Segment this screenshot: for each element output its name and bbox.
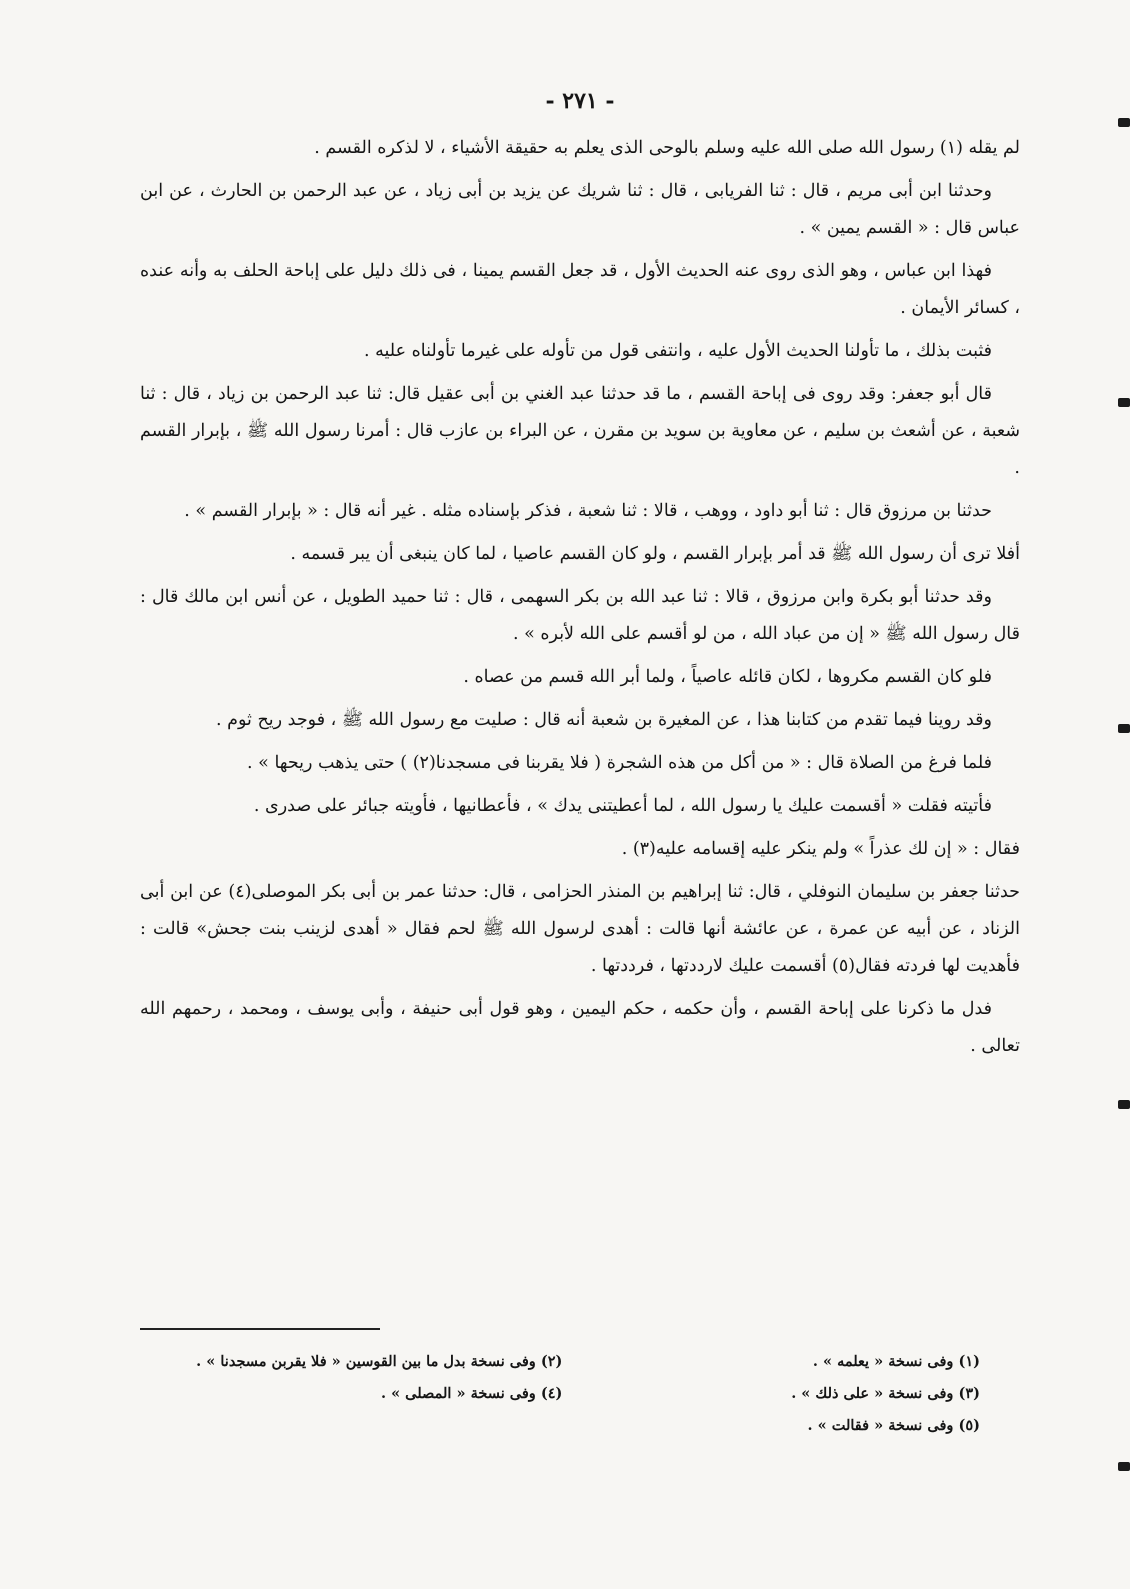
paragraph-14: حدثنا جعفر بن سليمان النوفلي ، قال: ثنا إبراهيم بن المنذر الحزامى ، قال: حدثنا عمر بن أبى بكر الموصلى(٤) عن ابن أبى الزناد ، عن أبيه عن عمرة ، عن عائشة أنها قالت : أهدى لرسول الله ﷺ لحم فقال « أهدى لزينب بنت جحش» قالت : فأهديت لها فردته فقال(٥) أقسمت عليك لارددتها ، فرددتها . [140, 882, 1020, 976]
document-page [140, 88, 1020, 1488]
scan-edge-mark [1118, 1462, 1130, 1471]
scan-edge-mark [1118, 118, 1130, 127]
scan-edge-mark [1118, 398, 1130, 407]
paragraph-8: وقد حدثنا أبو بكرة وابن مرزوق ، قالا : ثنا عبد الله بن بكر السهمى ، قال : ثنا حميد الطويل ، عن أنس ابن مالك قال : قال رسول الله ﷺ « إن من عباد الله ، من لو أقسم على الله لأبره » . [140, 587, 1020, 644]
footnote-1: (١) وفى نسخة « يعلمه » . [812, 1353, 980, 1370]
paragraph-1: لم يقله (١) رسول الله صلى الله عليه وسلم بالوحى الذى يعلم به حقيقة الأشياء ، لا لذكره القسم . [314, 138, 1020, 158]
scan-edge-mark [1118, 1100, 1130, 1109]
paragraph-5: قال أبو جعفر: وقد روى فى إباحة القسم ، ما قد حدثنا عبد الغني بن أبى عقيل قال: ثنا عبد الرحمن بن زياد ، قال : ثنا شعبة ، عن أشعث بن سليم ، عن معاوية بن سويد بن مقرن ، عن البراء بن عازب قال : أمرنا رسول الله ﷺ ، بإبرار القسم . [140, 384, 1020, 478]
footnote-4: (٤) وفى نسخة « المصلى » . [380, 1385, 563, 1402]
paragraph-13: فقال : « إن لك عذراً » ولم ينكر عليه إقسامه عليه(٣) . [621, 839, 1020, 859]
paragraph-3: فهذا ابن عباس ، وهو الذى روى عنه الحديث الأول ، قد جعل القسم يمينا ، فى ذلك دليل على إباحة الحلف به وأنه عنده ، كسائر الأيمان . [140, 261, 1020, 318]
paragraph-15: فدل ما ذكرنا على إباحة القسم ، وأن حكمه ، حكم اليمين ، وهو قول أبى حنيفة ، وأبى يوسف ، ومحمد ، رحمهم الله تعالى . [140, 999, 1020, 1056]
footnote-3: (٣) وفى نسخة « على ذلك » . [791, 1385, 980, 1402]
footnote-2: (٢) وفى نسخة بدل ما بين القوسين « فلا يقربن مسجدنا » . [196, 1353, 563, 1370]
paragraph-2: وحدثنا ابن أبى مريم ، قال : ثنا الفريابى ، قال : ثنا شريك عن يزيد بن أبى زياد ، عن عبد الرحمن بن الحارث ، عن ابن عباس قال : « القسم يمين » . [140, 181, 1020, 238]
paragraph-6: حدثنا بن مرزوق قال : ثنا أبو داود ، ووهب ، قالا : ثنا شعبة ، فذكر بإسناده مثله . غير أنه قال : « بإبرار القسم » . [184, 501, 992, 521]
footnotes-left-column [140, 1346, 562, 1442]
paragraph-7: أفلا ترى أن رسول الله ﷺ قد أمر بإبرار القسم ، ولو كان القسم عاصيا ، لما كان ينبغى أن يبر قسمه . [290, 544, 1020, 564]
paragraph-4: فثبت بذلك ، ما تأولنا الحديث الأول عليه ، وانتفى قول من تأوله على غيرما تأولناه عليه . [364, 341, 992, 361]
footnote-5: (٥) وفى نسخة « فقالت » . [807, 1417, 980, 1434]
footnote-divider [140, 1328, 380, 1330]
paragraph-10: وقد روينا فيما تقدم من كتابنا هذا ، عن المغيرة بن شعبة أنه قال : صليت مع رسول الله ﷺ ، فوجد ريح ثوم . [216, 710, 992, 730]
paragraph-12: فأتيته فقلت « أقسمت عليك يا رسول الله ، لما أعطيتنى يدك » ، فأعطانيها ، فأويته جبائر على صدرى . [253, 796, 992, 816]
scan-edge-mark [1118, 724, 1130, 733]
footnotes-right-column [598, 1346, 1020, 1442]
page-number: - ٢٧١ - [545, 88, 615, 114]
footnotes [140, 1346, 1020, 1442]
paragraph-9: فلو كان القسم مكروها ، لكان قائله عاصياً ، ولما أبر الله قسم من عصاه . [463, 667, 992, 687]
paragraph-11: فلما فرغ من الصلاة قال : « من أكل من هذه الشجرة ( فلا يقربنا فى مسجدنا(٢) ) حتى يذهب ريحها » . [247, 753, 992, 773]
